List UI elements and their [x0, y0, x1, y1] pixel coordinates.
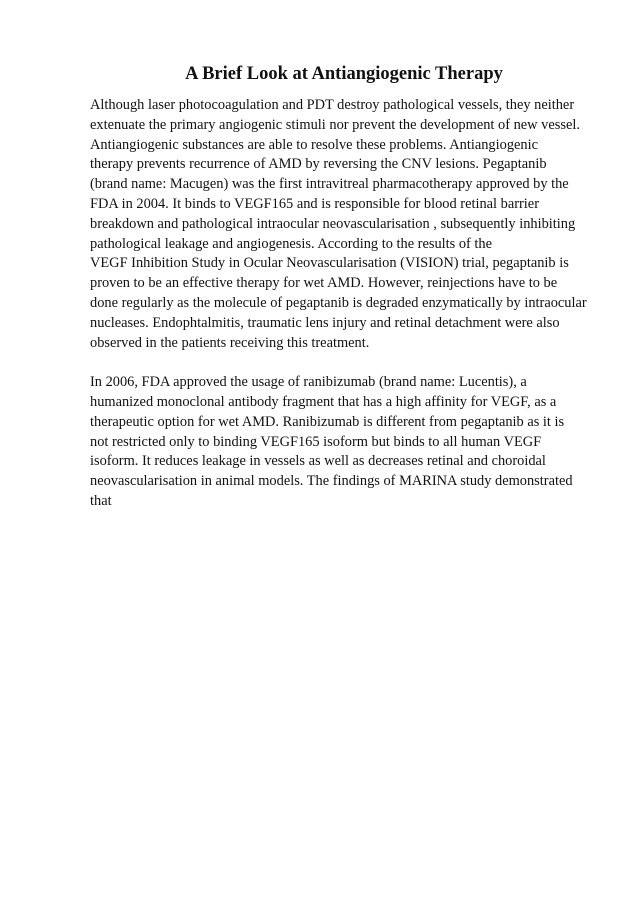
- text-line: Antiangiogenic substances are able to resolve these problems. Antiangiogenic: [90, 136, 538, 153]
- paragraph-2: [90, 373, 600, 512]
- text-line: Although laser photocoagulation and PDT destroy pathological vessels, they neither: [90, 97, 575, 113]
- document-title: A Brief Look at Antiangiogenic Therapy: [185, 64, 503, 84]
- text-line: humanized monoclonal antibody fragment that has a high affinity for VEGF, as a: [90, 393, 557, 410]
- text-line: not restricted only to binding VEGF165 isoform but binds to all human VEGF: [90, 433, 542, 450]
- text-line: VEGF Inhibition Study in Ocular Neovascularisation (VISION) trial, pegaptanib is: [90, 255, 569, 272]
- text-line: therapeutic option for wet AMD. Ranibizumab is different from pegaptanib as it is: [90, 413, 565, 430]
- text-line: (brand name: Macugen) was the first intravitreal pharmacotherapy approved by the: [90, 176, 569, 193]
- text-line: FDA in 2004. It binds to VEGF165 and is responsible for blood retinal barrier: [90, 195, 539, 212]
- text-line: pathological leakage and angiogenesis. According to the results of the: [90, 235, 493, 252]
- text-line: breakdown and pathological intraocular neovascularisation , subsequently inhibiting: [90, 215, 576, 232]
- text-line: nucleases. Endophtalmitis, traumatic lens injury and retinal detachment were also: [90, 314, 560, 331]
- text-line: therapy prevents recurrence of AMD by reversing the CNV lesions. Pegaptanib: [90, 156, 547, 173]
- text-line: extenuate the primary angiogenic stimuli nor prevent the development of new vessel.: [90, 116, 580, 133]
- paragraph-1: [90, 96, 600, 353]
- text-line: In 2006, FDA approved the usage of ranibizumab (brand name: Lucentis), a: [90, 374, 527, 391]
- text-line: observed in the patients receiving this treatment.: [90, 334, 370, 351]
- text-line: that: [90, 492, 112, 509]
- text-line: proven to be an effective therapy for wet AMD. However, reinjections have to be: [90, 275, 558, 292]
- document-body: [90, 96, 600, 512]
- text-line: done regularly as the molecule of pegaptanib is degraded enzymatically by intraocular: [90, 294, 587, 311]
- paragraph-spacer: [90, 353, 600, 373]
- text-line: neovascularisation in animal models. The findings of MARINA study demonstrated: [90, 473, 573, 490]
- text-line: isoform. It reduces leakage in vessels as well as decreases retinal and choroidal: [90, 453, 546, 470]
